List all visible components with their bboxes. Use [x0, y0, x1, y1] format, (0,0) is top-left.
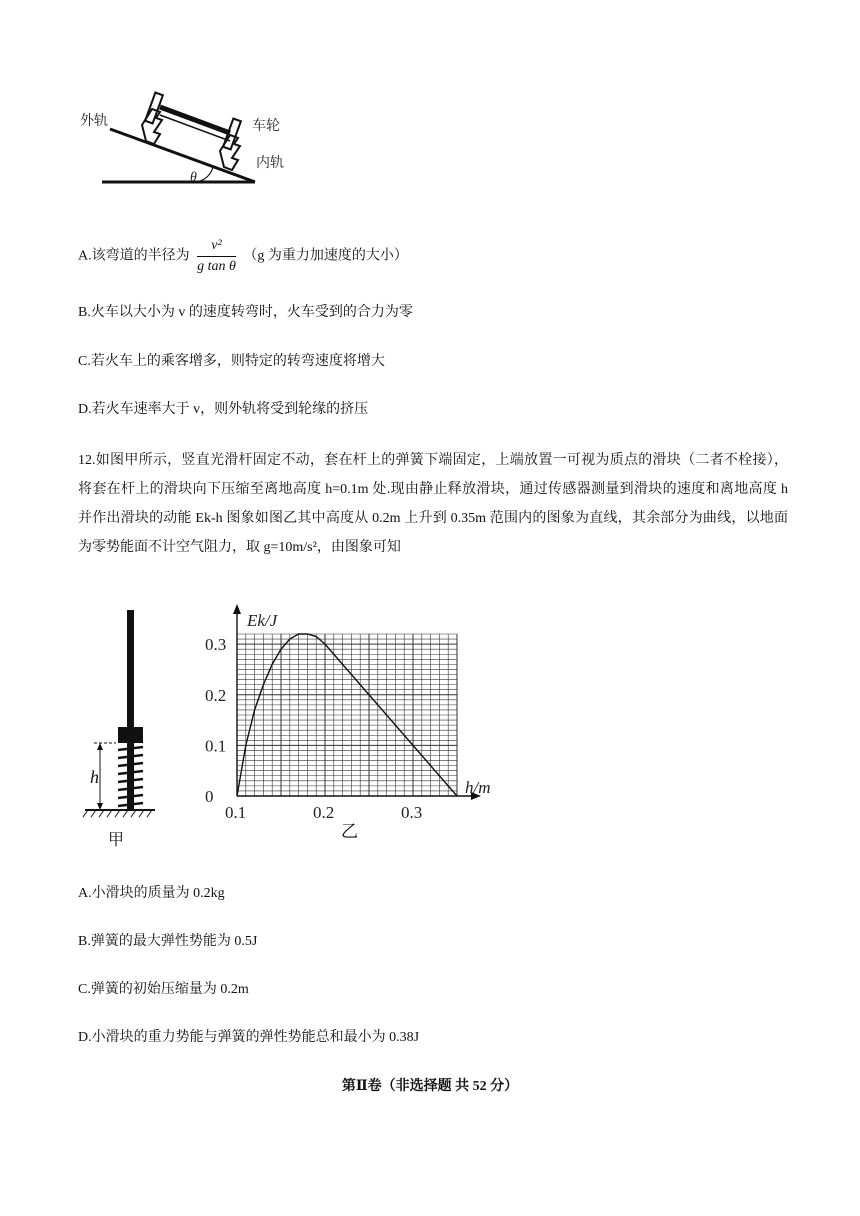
- y-axis-arrow: [233, 604, 241, 614]
- x-tick-label: 0.2: [313, 803, 335, 822]
- rod-spring-figure: [80, 605, 180, 855]
- inner-rail-label: 内轨: [256, 155, 284, 171]
- fraction-numerator: v²: [197, 237, 236, 257]
- caption-yi: 乙: [341, 822, 358, 842]
- x-axis-label: h/m: [465, 778, 491, 797]
- q11-option-c: C.若火车上的乘客增多，则特定的转弯速度将增大: [78, 354, 385, 369]
- wheel-label: 车轮: [252, 118, 280, 134]
- q12-option-d: D.小滑块的重力势能与弹簧的弹性势能总和最小为 0.38J: [78, 1030, 420, 1045]
- chart-grid: [233, 604, 481, 800]
- q11-option-d: D.若火车速率大于 v，则外轨将受到轮缘的挤压: [78, 402, 369, 417]
- caption-jia: 甲: [108, 830, 125, 849]
- y-axis-label: Ek/J: [247, 611, 278, 630]
- h-label: h: [90, 767, 99, 787]
- x-tick-label: 0.3: [401, 803, 423, 822]
- q11-option-a-suffix: （g 为重力加速度的大小）: [243, 248, 408, 264]
- q11-option-a: [78, 237, 408, 276]
- y-tick-label: 0.1: [205, 736, 227, 756]
- y-tick-label: 0: [205, 787, 214, 806]
- x-tick-label: 0.1: [225, 803, 247, 822]
- q11-option-a-prefix: A.该弯道的半径为: [78, 248, 190, 264]
- q12-option-b: B.弹簧的最大弹性势能为 0.5J: [78, 934, 258, 949]
- radius-fraction: [197, 237, 236, 276]
- q12-stem: 12.如图甲所示，竖直光滑杆固定不动，套在杆上的弹簧下端固定，上端放置一可视为质点的滑块（二者不栓接），将套在杆上的滑块向下压缩至离地高度 h=0.1m 处.现由静止释放滑块，通过传感器测量到滑块的速度和离地高度 h 并作出滑块的动能 Ek-h 图象如图乙其中高度从 0.2m 上升到 0.35m 范围内的图象为直线，其余部分为曲线，以地面为零势能面不计空气阻力，取 g=10m/s²，由图象可知: [78, 453, 788, 555]
- section-title: 第Ⅱ卷（非选择题 共 52 分）: [341, 1079, 519, 1094]
- q12-option-a: A.小滑块的质量为 0.2kg: [78, 886, 225, 901]
- ek-h-chart: [195, 600, 525, 850]
- fraction-denominator: g tan θ: [197, 259, 236, 274]
- banked-track-figure: [80, 85, 310, 190]
- q12-option-c: C.弹簧的初始压缩量为 0.2m: [78, 982, 249, 997]
- y-tick-label: 0.3: [205, 635, 227, 655]
- angle-label: θ: [190, 170, 197, 185]
- y-tick-label: 0.2: [205, 685, 227, 705]
- q11-option-b: B.火车以大小为 v 的速度转弯时，火车受到的合力为零: [78, 305, 413, 320]
- outer-rail-label: 外轨: [80, 113, 108, 129]
